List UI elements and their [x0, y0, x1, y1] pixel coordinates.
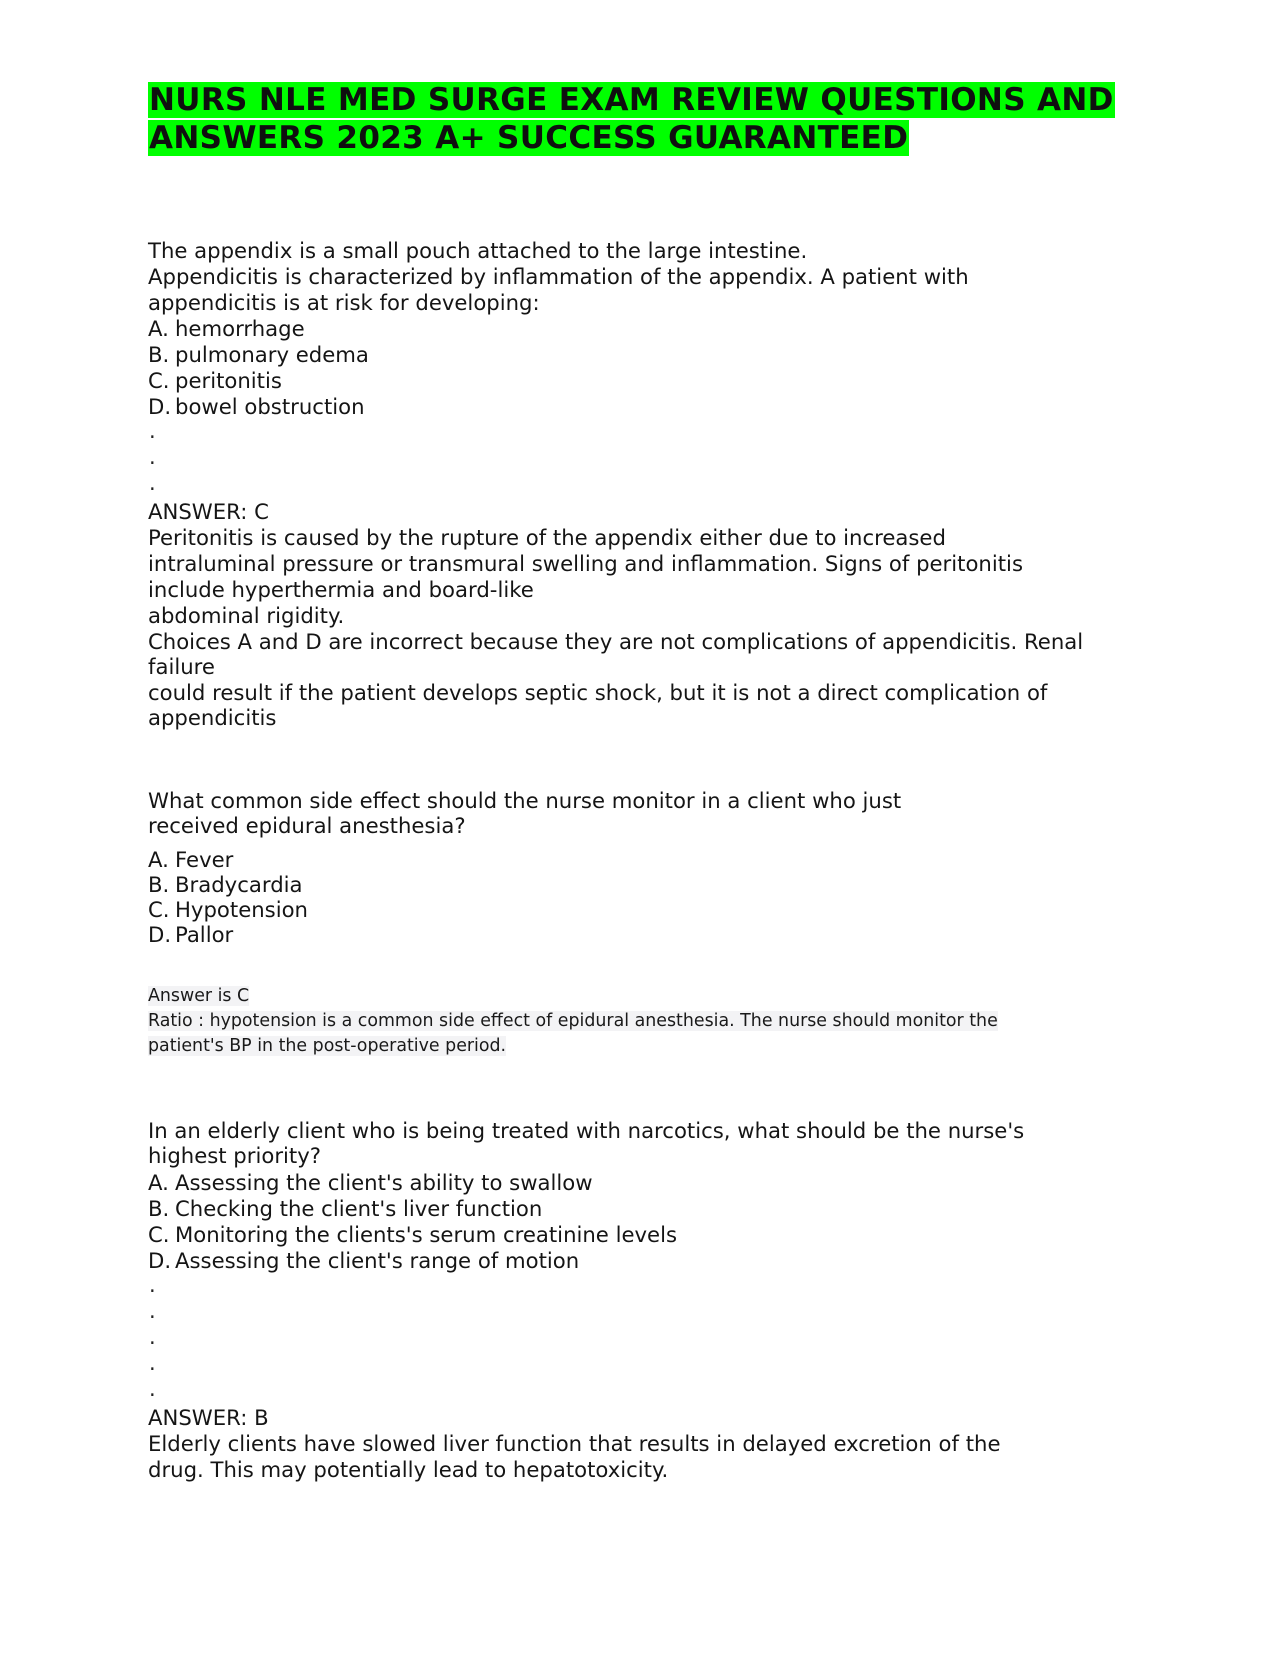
option-text: pulmonary edema: [175, 342, 369, 367]
q1-rationale-line: Peritonitis is caused by the rupture of the appendix either due to increased: [148, 525, 946, 550]
option-letter: C.: [148, 897, 170, 922]
spacer-dot: .: [149, 419, 156, 443]
option-text: Assessing the client's range of motion: [175, 1248, 580, 1273]
q2-answer-text: Answer is C: [148, 986, 250, 1006]
q2-answer: [148, 984, 249, 1008]
q1-rationale-line: include hyperthermia and board-like: [148, 577, 534, 602]
option-letter: B.: [148, 1196, 170, 1221]
q1-rationale-line: Choices A and D are incorrect because they are not complications of appendicitis. Renal: [148, 629, 1084, 654]
option-letter: A.: [148, 1170, 169, 1195]
option-text: Checking the client's liver function: [175, 1196, 543, 1221]
option-letter: C.: [148, 368, 170, 393]
q1-rationale-line: abdominal rigidity.: [148, 603, 345, 628]
q1-rationale-line: intraluminal pressure or transmural swelling and inflammation. Signs of peritonitis: [148, 551, 1023, 576]
option-text: peritonitis: [175, 368, 282, 393]
spacer-dot: .: [149, 445, 156, 469]
option-letter: A.: [148, 316, 169, 341]
q1-answer: ANSWER: C: [148, 499, 269, 524]
option-text: bowel obstruction: [175, 394, 365, 419]
q2-rationale-text: patient's BP in the post-operative period.: [148, 1036, 507, 1056]
q3-stem-line: highest priority?: [148, 1143, 322, 1168]
document-title-line-2: [148, 119, 909, 157]
q2-rationale-text: Ratio : hypotension is a common side effect of epidural anesthesia. The nurse should monitor the: [148, 1011, 998, 1031]
spacer-dot: .: [149, 471, 156, 495]
q2-rationale-line: [148, 1009, 998, 1033]
option-letter: C.: [148, 1222, 170, 1247]
q1-stem-line: The appendix is a small pouch attached to the large intestine.: [148, 238, 808, 263]
option-text: Fever: [175, 847, 234, 872]
option-letter: D.: [148, 1248, 172, 1273]
title-highlight-1: NURS NLE MED SURGE EXAM REVIEW QUESTIONS AND: [149, 82, 1114, 118]
q3-rationale-line: Elderly clients have slowed liver function that results in delayed excretion of the: [148, 1431, 1001, 1456]
option-letter: D.: [148, 922, 172, 947]
option-text: hemorrhage: [175, 316, 305, 341]
title-highlight-2: ANSWERS 2023 A+ SUCCESS GUARANTEED: [149, 120, 909, 156]
option-letter: B.: [148, 342, 170, 367]
spacer-dot: .: [149, 1351, 156, 1375]
q1-rationale-line: appendicitis: [148, 705, 277, 730]
q1-rationale-line: failure: [148, 654, 215, 679]
option-text: Hypotension: [175, 897, 308, 922]
option-letter: D.: [148, 394, 172, 419]
option-text: Monitoring the clients's serum creatinine levels: [175, 1222, 678, 1247]
q1-stem-line: Appendicitis is characterized by inflammation of the appendix. A patient with: [148, 264, 969, 289]
spacer-dot: .: [149, 1325, 156, 1349]
spacer-dot: .: [149, 1273, 156, 1297]
q1-stem-line: appendicitis is at risk for developing:: [148, 290, 540, 315]
q3-stem-line: In an elderly client who is being treated with narcotics, what should be the nurse's: [148, 1118, 1025, 1143]
option-letter: A.: [148, 847, 169, 872]
q2-stem-line: What common side effect should the nurse monitor in a client who just: [148, 788, 902, 813]
option-text: Bradycardia: [175, 872, 303, 897]
spacer-dot: .: [149, 1377, 156, 1401]
option-text: Assessing the client's ability to swallow: [175, 1170, 593, 1195]
option-letter: B.: [148, 872, 170, 897]
q1-rationale-line: could result if the patient develops septic shock, but it is not a direct complication of: [148, 680, 1048, 705]
q2-stem-line: received epidural anesthesia?: [148, 813, 466, 838]
document-title-line-1: [148, 81, 1115, 119]
option-text: Pallor: [175, 922, 234, 947]
q2-rationale-line: [148, 1034, 506, 1058]
spacer-dot: .: [149, 1299, 156, 1323]
q3-rationale-line: drug. This may potentially lead to hepatotoxicity.: [148, 1457, 669, 1482]
q3-answer: ANSWER: B: [148, 1405, 269, 1430]
